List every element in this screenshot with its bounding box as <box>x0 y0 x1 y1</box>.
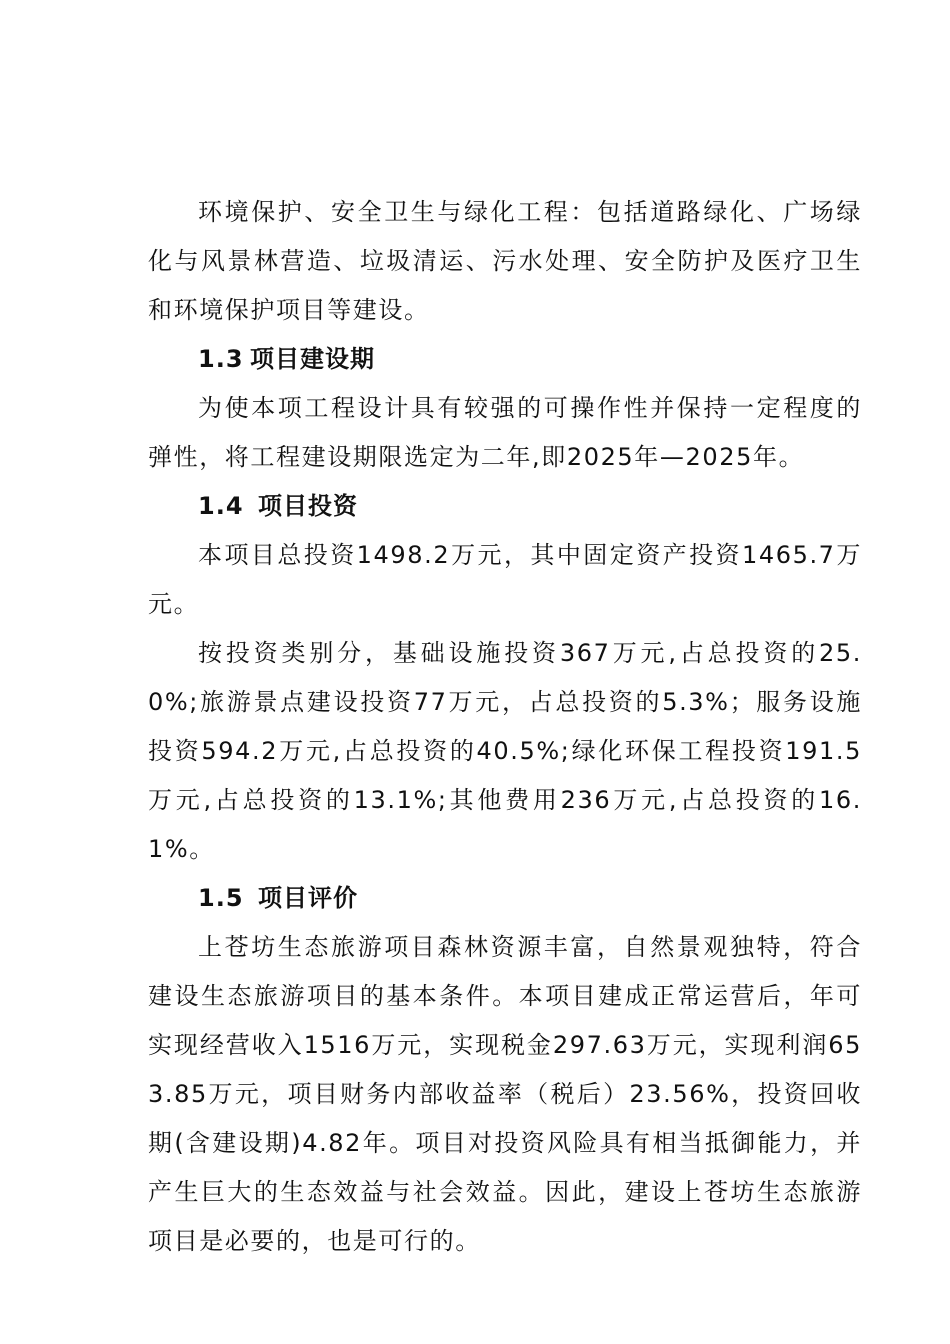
paragraph-investment-breakdown: 按投资类别分，基础设施投资367万元,占总投资的25.0%;旅游景点建设投资77万元，占总投资的5.3%；服务设施投资594.2万元,占总投资的40.5%;绿化环保工程投资191.5万元,占总投资的13.1%;其他费用236万元,占总投资的16.1%。 <box>148 639 862 863</box>
section-heading-1-4 <box>148 482 862 531</box>
section-title: 项目评价 <box>258 884 358 912</box>
section-title: 项目建设期 <box>250 345 375 373</box>
section-number: 1.3 <box>198 345 244 373</box>
paragraph-construction-period: 为使本项工程设计具有较强的可操作性并保持一定程度的弹性，将工程建设期限选定为二年,即2025年—2025年。 <box>148 394 862 471</box>
section-heading-1-3 <box>148 335 862 384</box>
paragraph-environment: 环境保护、安全卫生与绿化工程：包括道路绿化、广场绿化与风景林营造、垃圾清运、污水处理、安全防护及医疗卫生和环境保护项目等建设。 <box>148 198 862 324</box>
section-title: 项目投资 <box>258 492 358 520</box>
document-body <box>148 188 862 1266</box>
section-number: 1.4 <box>198 492 244 520</box>
section-number: 1.5 <box>198 884 244 912</box>
paragraph-project-evaluation: 上苍坊生态旅游项目森林资源丰富，自然景观独特，符合建设生态旅游项目的基本条件。本项目建成正常运营后，年可实现经营收入1516万元，实现税金297.63万元，实现利润653.85万元，项目财务内部收益率（税后）23.56%，投资回收期(含建设期)4.82年。项目对投资风险具有相当抵御能力，并产生巨大的生态效益与社会效益。因此，建设上苍坊生态旅游项目是必要的，也是可行的。 <box>148 933 862 1255</box>
paragraph-total-investment: 本项目总投资1498.2万元，其中固定资产投资1465.7万元。 <box>148 541 862 618</box>
section-heading-1-5 <box>148 874 862 923</box>
